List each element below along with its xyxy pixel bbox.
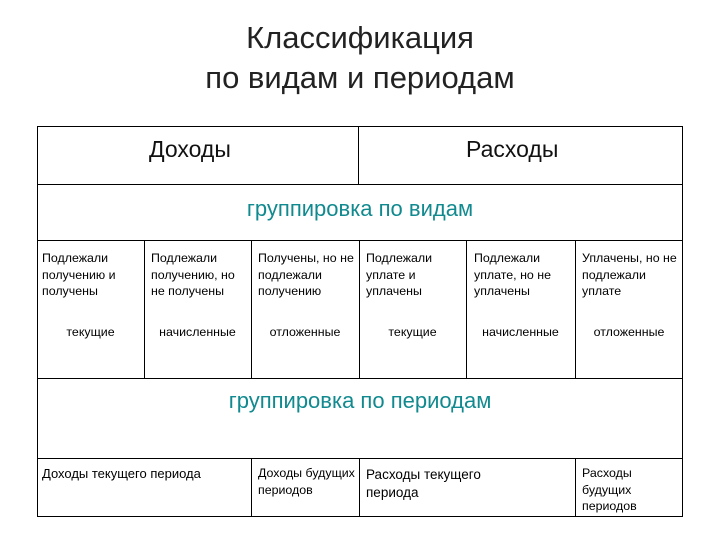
type-label-6: отложенные: [593, 325, 665, 339]
type-cell-3: Получены, но не подлежали получению: [258, 251, 354, 298]
period-cell-current-expense: Расходы текущего периода: [366, 467, 481, 500]
type-label-1: текущие: [66, 325, 115, 339]
expense-header: Расходы: [466, 136, 559, 162]
type-label-3: отложенные: [269, 325, 341, 339]
page-title: [0, 18, 720, 98]
divider-period-3: [575, 458, 576, 517]
type-cell-1: Подлежали получению и получены: [42, 251, 116, 298]
divider-col-4: [466, 240, 467, 378]
type-label-2: начисленные: [159, 325, 236, 339]
type-cell-4: Подлежали уплате и уплачены: [366, 251, 433, 298]
title-line-1: Классификация: [246, 20, 474, 55]
type-cell-5: Подлежали уплате, но не уплачены: [474, 251, 551, 298]
period-cell-future-expense: Расходы будущих периодов: [582, 466, 637, 513]
divider-below-type-labels: [37, 378, 683, 379]
divider-income-expense: [358, 126, 359, 184]
grouping-by-period: группировка по периодам: [228, 388, 492, 413]
period-cell-current-income: Доходы текущего периода: [42, 466, 201, 481]
title-line-2: по видам и периодам: [205, 60, 515, 95]
divider-period-1: [251, 458, 252, 517]
type-cell-6: Уплачены, но не подлежали уплате: [582, 251, 677, 298]
type-label-5: начисленные: [482, 325, 559, 339]
divider-below-headers: [37, 184, 683, 185]
income-header: Доходы: [149, 136, 231, 162]
grouping-by-type: группировка по видам: [246, 196, 474, 221]
divider-col-5: [575, 240, 576, 378]
divider-col-1: [144, 240, 145, 378]
divider-above-period-cells: [37, 458, 683, 459]
divider-col-3: [359, 240, 360, 378]
type-label-4: текущие: [388, 325, 437, 339]
divider-period-2: [359, 458, 360, 517]
type-cell-2: Подлежали получению, но не получены: [151, 251, 235, 298]
divider-below-type-grouping: [37, 240, 683, 241]
period-cell-future-income: Доходы будущих периодов: [258, 466, 355, 497]
divider-col-2: [251, 240, 252, 378]
